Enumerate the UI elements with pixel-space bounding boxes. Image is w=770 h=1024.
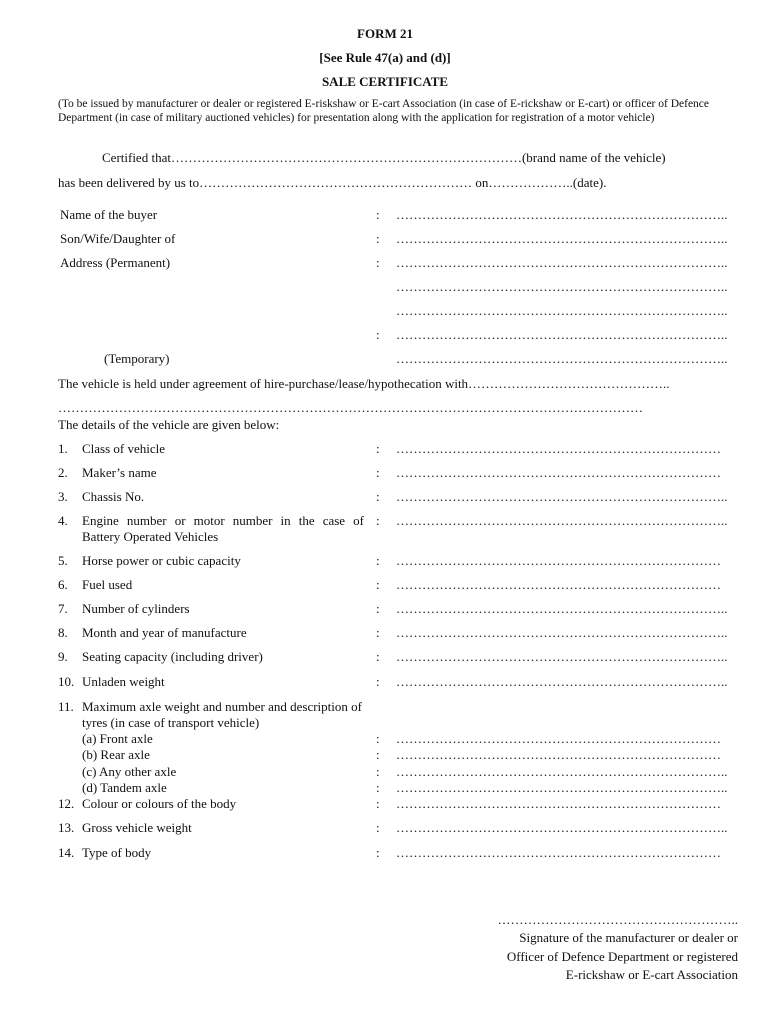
signature-line[interactable]: ………………………………………………..	[497, 912, 738, 927]
permanent-address-label: Address (Permanent)	[60, 255, 171, 270]
temporary-address-field-1[interactable]: …………………………………………………………………..	[396, 327, 728, 342]
permanent-address-field-2[interactable]: …………………………………………………………………..	[396, 279, 728, 294]
relation-label: Son/Wife/Daughter of	[60, 231, 176, 246]
item-label-maker: Maker’s name	[82, 465, 157, 480]
item-number: 5.	[58, 553, 68, 568]
item-number: 13.	[58, 820, 75, 835]
item-label-colour: Colour or colours of the body	[82, 796, 237, 811]
colour-field[interactable]: …………………………………………………………………	[396, 796, 721, 811]
colon: :	[376, 820, 380, 835]
item-number: 3.	[58, 489, 68, 504]
delivered-line: has been delivered by us to……………………………………………………… on………………..(date).	[58, 175, 607, 190]
engine-field[interactable]: …………………………………………………………………..	[396, 513, 728, 528]
colon: :	[376, 441, 380, 456]
item-number: 11.	[58, 699, 74, 714]
unladen-weight-field[interactable]: …………………………………………………………………..	[396, 674, 728, 689]
item-label-manufacture-date: Month and year of manufacture	[82, 625, 247, 640]
buyer-name-label: Name of the buyer	[60, 207, 158, 222]
horsepower-field[interactable]: …………………………………………………………………	[396, 553, 721, 568]
item-number: 9.	[58, 649, 68, 664]
colon: :	[376, 649, 380, 664]
seating-field[interactable]: …………………………………………………………………..	[396, 649, 728, 664]
issuance-note: (To be issued by manufacturer or dealer or registered E-riskshaw or E-cart Association (in case of E-rickshaw or E-cart) or officer of Defence Department (in case of military auctioned vehicles) for presentation along with the application for registration of a motor vehicle)	[58, 98, 710, 124]
gross-weight-field[interactable]: …………………………………………………………………..	[396, 820, 728, 835]
temporary-address-label: (Temporary)	[104, 351, 170, 366]
item-number: 1.	[58, 441, 68, 456]
front-axle-field[interactable]: …………………………………………………………………	[396, 731, 721, 746]
class-field[interactable]: …………………………………………………………………	[396, 441, 721, 456]
item-label-seating: Seating capacity (including driver)	[82, 649, 263, 664]
buyer-name-field[interactable]: …………………………………………………………………..	[396, 207, 728, 222]
chassis-field[interactable]: …………………………………………………………………..	[396, 489, 728, 504]
colon: :	[376, 207, 380, 222]
hire-purchase-continuation[interactable]: ………………………………………………………………………………………………………………………	[58, 400, 643, 415]
colon: :	[376, 255, 380, 270]
colon: :	[376, 845, 380, 860]
item-number: 8.	[58, 625, 68, 640]
item-number: 2.	[58, 465, 68, 480]
colon: :	[376, 327, 380, 342]
axle-other-label: (c) Any other axle	[82, 764, 177, 779]
colon: :	[376, 513, 380, 528]
item-label-engine: Engine number or motor number in the case of Battery Operated Vehicles	[82, 513, 364, 544]
colon: :	[376, 601, 380, 616]
item-number: 4.	[58, 513, 68, 528]
permanent-address-field-3[interactable]: …………………………………………………………………..	[396, 303, 728, 318]
colon: :	[376, 465, 380, 480]
item-number: 10.	[58, 674, 75, 689]
manufacture-date-field[interactable]: …………………………………………………………………..	[396, 625, 728, 640]
other-axle-field[interactable]: …………………………………………………………………..	[396, 764, 728, 779]
item-label-class: Class of vehicle	[82, 441, 166, 456]
axle-rear-label: (b) Rear axle	[82, 747, 150, 762]
page-title: SALE CERTIFICATE	[321, 74, 449, 89]
signature-caption-3: E-rickshaw or E-cart Association	[565, 967, 738, 982]
item-label-fuel: Fuel used	[82, 577, 133, 592]
colon: :	[376, 780, 380, 795]
colon: :	[376, 577, 380, 592]
certified-line: Certified that………………………………………………………………………(brand name of the vehicle)	[102, 150, 666, 165]
item-number: 14.	[58, 845, 75, 860]
item-number: 6.	[58, 577, 68, 592]
body-type-field[interactable]: …………………………………………………………………	[396, 845, 721, 860]
colon: :	[376, 764, 380, 779]
item-label-body-type: Type of body	[82, 845, 152, 860]
temporary-address-field-2[interactable]: …………………………………………………………………..	[396, 351, 728, 366]
item-label-unladen-weight: Unladen weight	[82, 674, 165, 689]
form-number: FORM 21	[357, 26, 413, 41]
item-label-horsepower: Horse power or cubic capacity	[82, 553, 241, 568]
signature-caption-2: Officer of Defence Department or registered	[506, 949, 738, 964]
rule-reference: [See Rule 47(a) and (d)]	[319, 50, 451, 65]
fuel-field[interactable]: …………………………………………………………………	[396, 577, 721, 592]
maker-field[interactable]: …………………………………………………………………	[396, 465, 721, 480]
axle-tandem-label: (d) Tandem axle	[82, 780, 167, 795]
item-label-gross-weight: Gross vehicle weight	[82, 820, 192, 835]
hire-purchase-line: The vehicle is held under agreement of hire-purchase/lease/hypothecation with………………………………………..	[58, 376, 670, 391]
colon: :	[376, 747, 380, 762]
item-number: 7.	[58, 601, 68, 616]
tandem-axle-field[interactable]: …………………………………………………………………..	[396, 780, 728, 795]
colon: :	[376, 674, 380, 689]
axle-front-label: (a) Front axle	[82, 731, 153, 746]
details-intro: The details of the vehicle are given below:	[58, 417, 280, 432]
item-label-axle-weight: Maximum axle weight and number and description of tyres (in case of transport vehicle)	[82, 699, 362, 730]
item-number: 12.	[58, 796, 75, 811]
item-label-chassis: Chassis No.	[82, 489, 145, 504]
colon: :	[376, 553, 380, 568]
cylinders-field[interactable]: …………………………………………………………………..	[396, 601, 728, 616]
colon: :	[376, 731, 380, 746]
colon: :	[376, 625, 380, 640]
signature-caption-1: Signature of the manufacturer or dealer or	[519, 930, 738, 945]
colon: :	[376, 489, 380, 504]
permanent-address-field-1[interactable]: …………………………………………………………………..	[396, 255, 728, 270]
colon: :	[376, 796, 380, 811]
relation-field[interactable]: …………………………………………………………………..	[396, 231, 728, 246]
item-label-cylinders: Number of cylinders	[82, 601, 190, 616]
colon: :	[376, 231, 380, 246]
rear-axle-field[interactable]: …………………………………………………………………	[396, 747, 721, 762]
